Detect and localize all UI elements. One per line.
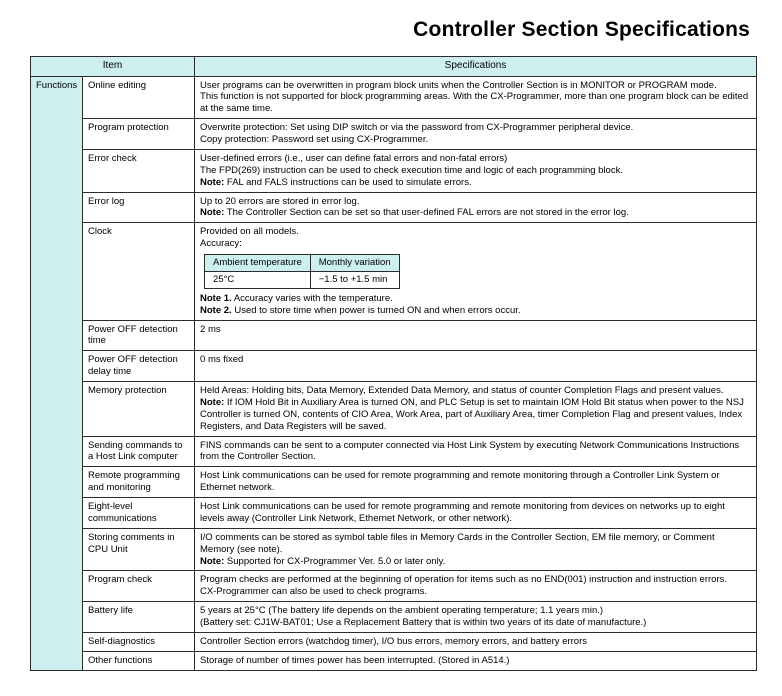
specifications-table	[30, 56, 757, 671]
table-row	[31, 119, 757, 150]
note-label: Note 2.	[200, 304, 232, 316]
clock-data-row	[205, 271, 400, 288]
table-header-row	[31, 57, 757, 77]
spec-line: Overwrite protection: Set using DIP switch or via the password from CX-Programmer peripheral device.	[200, 122, 634, 134]
note-text: Accuracy varies with the temperature.	[231, 292, 393, 304]
spec-content	[195, 119, 757, 150]
spec-content: 2 ms	[195, 320, 757, 351]
item-label: Program protection	[83, 119, 195, 150]
spec-line: Held Areas: Holding bits, Data Memory, Extended Data Memory, and status of counter Completion Flags and present values.	[200, 385, 724, 396]
table-header	[31, 57, 757, 77]
item-label: Power OFF detection delay time	[83, 351, 195, 382]
clock-accuracy-table	[204, 254, 400, 289]
spec-line: User programs can be overwritten in program block units when the Controller Section is in MONITOR or PROGRAM mode.	[200, 79, 717, 91]
table-row	[31, 382, 757, 437]
spec-content: 0 ms fixed	[195, 351, 757, 382]
spec-content	[195, 192, 757, 223]
note-text: FAL and FALS instructions can be used to simulate errors.	[224, 176, 472, 188]
spec-line: CX-Programmer can also be used to check programs.	[200, 586, 428, 598]
table-row	[31, 223, 757, 320]
table-body	[31, 76, 757, 670]
spec-content	[195, 76, 757, 119]
spec-content	[195, 571, 757, 602]
item-label: Sending commands to a Host Link computer	[83, 436, 195, 467]
spec-line: Provided on all models.	[200, 226, 299, 238]
table-row	[31, 632, 757, 651]
spec-note	[200, 207, 751, 219]
spec-line: (Battery set: CJ1W-BAT01; Use a Replacement Battery that is within two years of its date of manufacture.)	[200, 617, 647, 628]
note-label: Note:	[200, 176, 225, 188]
row-group-label-functions: Functions	[31, 76, 83, 670]
spec-note	[200, 397, 751, 433]
spec-content: Storage of number of times power has been interrupted. (Stored in A514.)	[195, 651, 757, 670]
spec-line: The FPD(269) instruction can be used to check execution time and logic of each programming block.	[200, 164, 623, 176]
spec-line: Accuracy:	[200, 238, 242, 250]
spec-line: Program checks are performed at the beginning of operation for items such as no END(001) instruction and instruction errors.	[200, 574, 727, 586]
item-label: Error log	[83, 192, 195, 223]
note-label: Note:	[200, 207, 225, 219]
clock-value-monthly-variation: −1.5 to +1.5 min	[310, 271, 399, 288]
table-row	[31, 192, 757, 223]
item-label: Other functions	[83, 651, 195, 670]
item-label: Battery life	[83, 602, 195, 633]
spec-line: User-defined errors (i.e., user can define fatal errors and non-fatal errors)	[200, 152, 508, 164]
item-label: Power OFF detection time	[83, 320, 195, 351]
item-label: Clock	[83, 223, 195, 320]
spec-note	[200, 177, 751, 189]
note-text: Supported for CX-Programmer Ver. 5.0 or later only.	[224, 555, 446, 567]
table-row	[31, 528, 757, 571]
table-row	[31, 149, 757, 192]
spec-content: Host Link communications can be used for remote programming and remote monitoring from devices on networks up to eight levels away (Controller Link Network, Ethernet Network, or other network).	[195, 498, 757, 529]
spec-line: This function is not supported for block programming areas. With the CX-Programmer, more than one program block can be edited at the same time.	[200, 91, 749, 115]
clock-header-ambient-temperature: Ambient temperature	[205, 255, 311, 272]
spec-content: Controller Section errors (watchdog timer), I/O bus errors, memory errors, and battery errors	[195, 632, 757, 651]
item-label: Online editing	[83, 76, 195, 119]
spec-content	[195, 382, 757, 437]
note-text: The Controller Section can be set so that user-defined FAL errors are not stored in the error log.	[224, 207, 629, 219]
column-header-specifications: Specifications	[195, 57, 757, 77]
item-label: Memory protection	[83, 382, 195, 437]
spec-note	[200, 305, 751, 317]
spec-content	[195, 602, 757, 633]
column-header-item: Item	[31, 57, 195, 77]
spec-content: FINS commands can be sent to a computer connected via Host Link System by executing Network Communications Instructions from the Controller Section.	[195, 436, 757, 467]
clock-header-row	[205, 255, 400, 272]
item-label: Error check	[83, 149, 195, 192]
note-label: Note:	[200, 555, 225, 567]
table-row	[31, 651, 757, 670]
table-row	[31, 320, 757, 351]
page-title: Controller Section Specifications	[413, 18, 750, 41]
item-label: Program check	[83, 571, 195, 602]
note-label: Note 1.	[200, 292, 232, 304]
item-label: Storing comments in CPU Unit	[83, 528, 195, 571]
table-row	[31, 498, 757, 529]
spec-line: I/O comments can be stored as symbol table files in Memory Cards in the Controller Section, EM file memory, or Comment Memory (see note).	[200, 531, 715, 555]
spec-content: Host Link communications can be used for remote programming and remote monitoring through a Controller Link System or Ethernet network.	[195, 467, 757, 498]
spec-content	[195, 149, 757, 192]
spec-note	[200, 293, 751, 305]
item-label: Eight-level communications	[83, 498, 195, 529]
table-row	[31, 467, 757, 498]
table-row	[31, 76, 757, 119]
note-label: Note:	[200, 396, 225, 408]
clock-header-monthly-variation: Monthly variation	[310, 255, 399, 272]
item-label: Remote programming and monitoring	[83, 467, 195, 498]
spec-note	[200, 556, 751, 568]
clock-value-ambient-temperature: 25°C	[205, 271, 311, 288]
item-label: Self-diagnostics	[83, 632, 195, 651]
note-text: Used to store time when power is turned ON and when errors occur.	[231, 304, 521, 316]
spec-content	[195, 528, 757, 571]
spec-content	[195, 223, 757, 320]
spec-line: Copy protection: Password set using CX-Programmer.	[200, 134, 429, 145]
table-row	[31, 602, 757, 633]
spec-line: 5 years at 25°C (The battery life depends on the ambient operating temperature; 1.1 years min.)	[200, 605, 604, 617]
spec-line: Up to 20 errors are stored in error log.	[200, 195, 360, 207]
table-row	[31, 351, 757, 382]
table-row	[31, 571, 757, 602]
table-row	[31, 436, 757, 467]
note-text: If IOM Hold Bit in Auxiliary Area is turned ON, and PLC Setup is set to maintain IOM Hold Bit status when power to the NSJ Controller is turned ON, contents of CIO Area, Work Area, part of Auxiliary Area, timer Completion Flag and present values, Index Registers, and Data Registers will be saved.	[200, 396, 744, 432]
